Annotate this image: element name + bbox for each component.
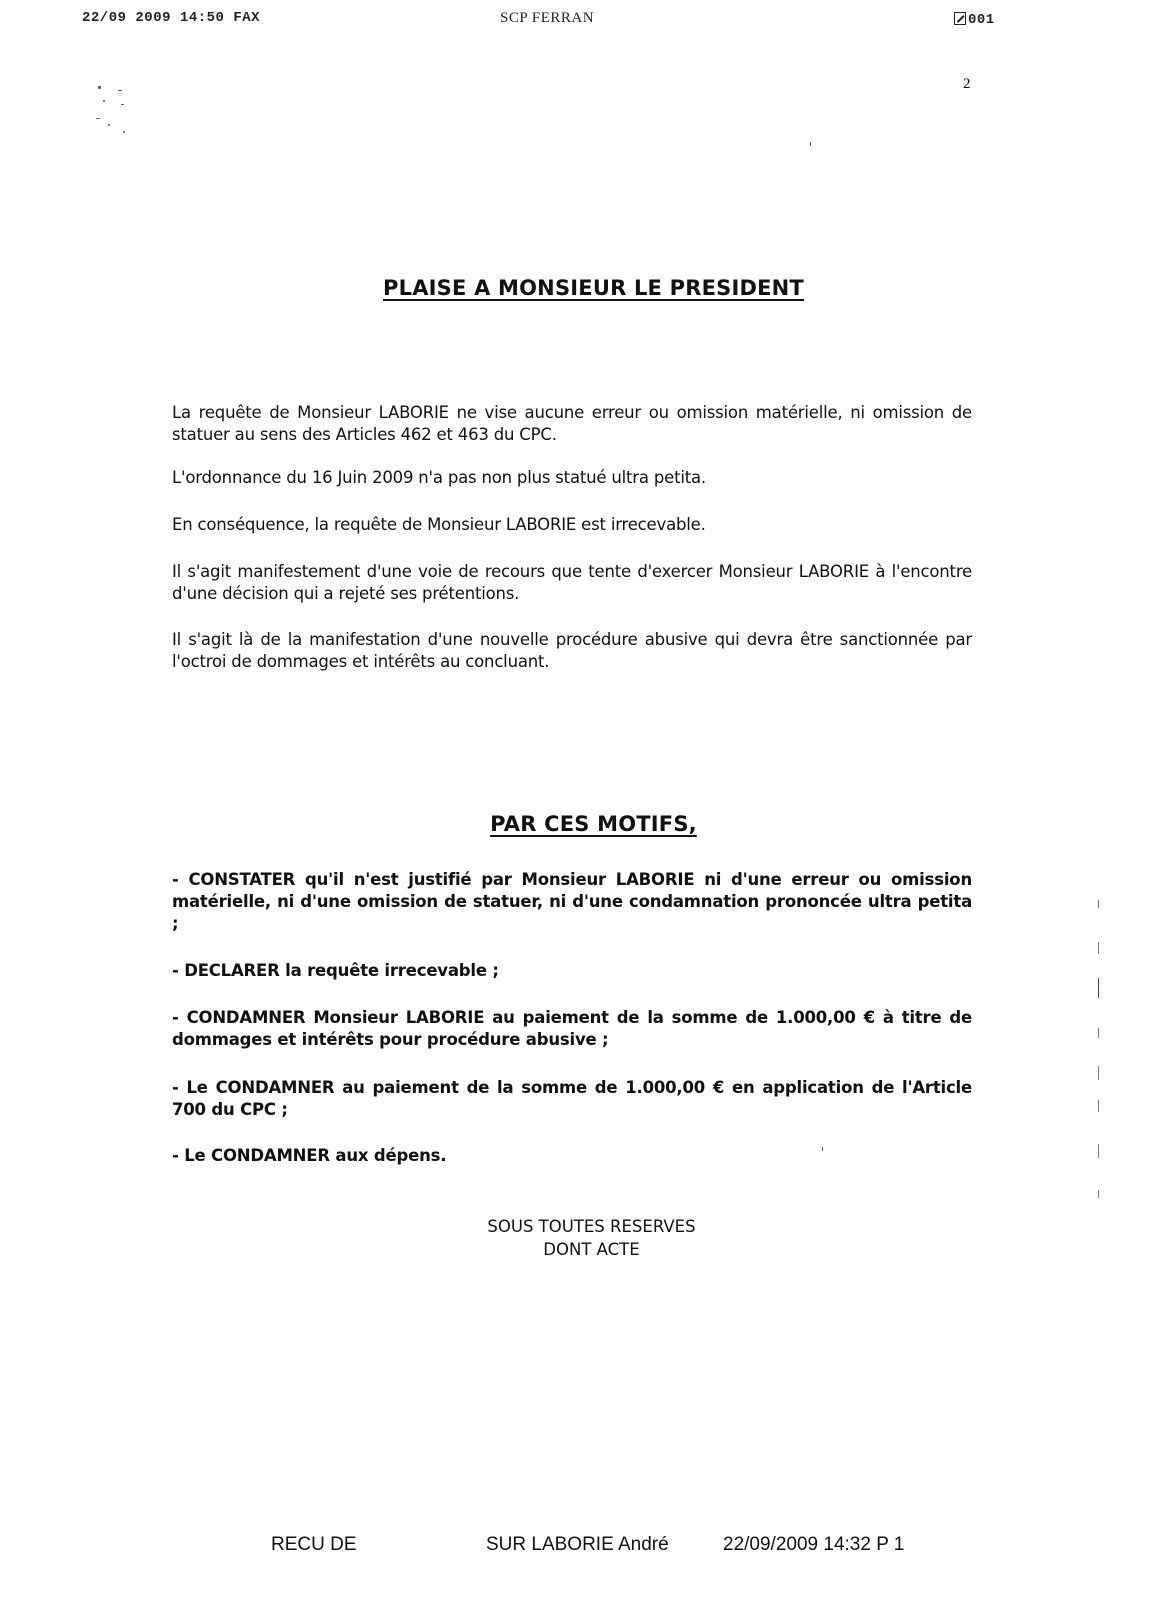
margin-mark bbox=[1098, 1190, 1099, 1198]
margin-mark bbox=[1098, 1144, 1099, 1158]
margin-mark bbox=[1098, 978, 1099, 998]
margin-mark bbox=[1098, 900, 1099, 908]
body-paragraph: En conséquence, la requête de Monsieur LABORIE est irrecevable. bbox=[172, 515, 706, 534]
closing-line-acte: DONT ACTE bbox=[543, 1240, 640, 1259]
body-paragraph: La requête de Monsieur LABORIE ne vise aucune erreur ou omission matérielle, ni omission de statuer au sens des Articles 462 et 463 du CPC. bbox=[172, 403, 972, 444]
scan-speck bbox=[98, 86, 101, 89]
motif-item: - CONDAMNER Monsieur LABORIE au paiement de la somme de 1.000,00 € à titre de dommages et intérêts pour procédure abusive ; bbox=[172, 1008, 972, 1049]
margin-mark bbox=[1098, 1100, 1099, 1112]
motif-item: - CONSTATER qu'il n'est justifié par Monsieur LABORIE ni d'une erreur ou omission matérielle, ni d'une omission de statuer, ni d'une condamnation prononcée ultra petita ; bbox=[172, 870, 972, 933]
motif-item: - Le CONDAMNER aux dépens. bbox=[172, 1146, 447, 1165]
fax-header-sender: SCP FERRAN bbox=[500, 10, 595, 26]
document-title: PLAISE A MONSIEUR LE PRESIDENT bbox=[383, 276, 804, 300]
page-number: 2 bbox=[963, 76, 971, 92]
scan-speck bbox=[103, 100, 105, 102]
scan-speck bbox=[810, 142, 811, 146]
fax-header-page bbox=[954, 10, 995, 28]
motif-item: - DECLARER la requête irrecevable ; bbox=[172, 961, 499, 980]
motifs-title: PAR CES MOTIFS, bbox=[490, 812, 697, 836]
receipt-sender: SUR LABORIE André bbox=[486, 1534, 669, 1555]
closing-line-reserves: SOUS TOUTES RESERVES bbox=[487, 1217, 696, 1236]
receipt-datetime: 22/09/2009 14:32 P 1 bbox=[723, 1534, 905, 1555]
margin-mark bbox=[1098, 942, 1099, 954]
receipt-label: RECU DE bbox=[271, 1534, 357, 1555]
scan-speck bbox=[118, 90, 122, 91]
fax-page-code: 001 bbox=[968, 12, 995, 28]
margin-mark bbox=[1098, 1066, 1099, 1080]
fax-header-datetime: 22/09 2009 14:50 FAX bbox=[82, 10, 261, 26]
body-paragraph: Il s'agit manifestement d'une voie de recours que tente d'exercer Monsieur LABORIE à l'encontre d'une décision qui a rejeté ses prétentions. bbox=[172, 562, 972, 603]
body-paragraph: L'ordonnance du 16 Juin 2009 n'a pas non plus statué ultra petita. bbox=[172, 468, 706, 487]
motif-item: - Le CONDAMNER au paiement de la somme de 1.000,00 € en application de l'Article 700 du CPC ; bbox=[172, 1078, 972, 1119]
scan-speck bbox=[121, 104, 124, 105]
scan-speck bbox=[96, 118, 100, 119]
scan-speck bbox=[123, 131, 125, 133]
fax-page-icon bbox=[954, 12, 966, 25]
body-paragraph: Il s'agit là de la manifestation d'une nouvelle procédure abusive qui devra être sanctionnée par l'octroi de dommages et intérêts au concluant. bbox=[172, 630, 972, 671]
scan-speck bbox=[108, 124, 110, 126]
margin-mark bbox=[1098, 1028, 1099, 1038]
